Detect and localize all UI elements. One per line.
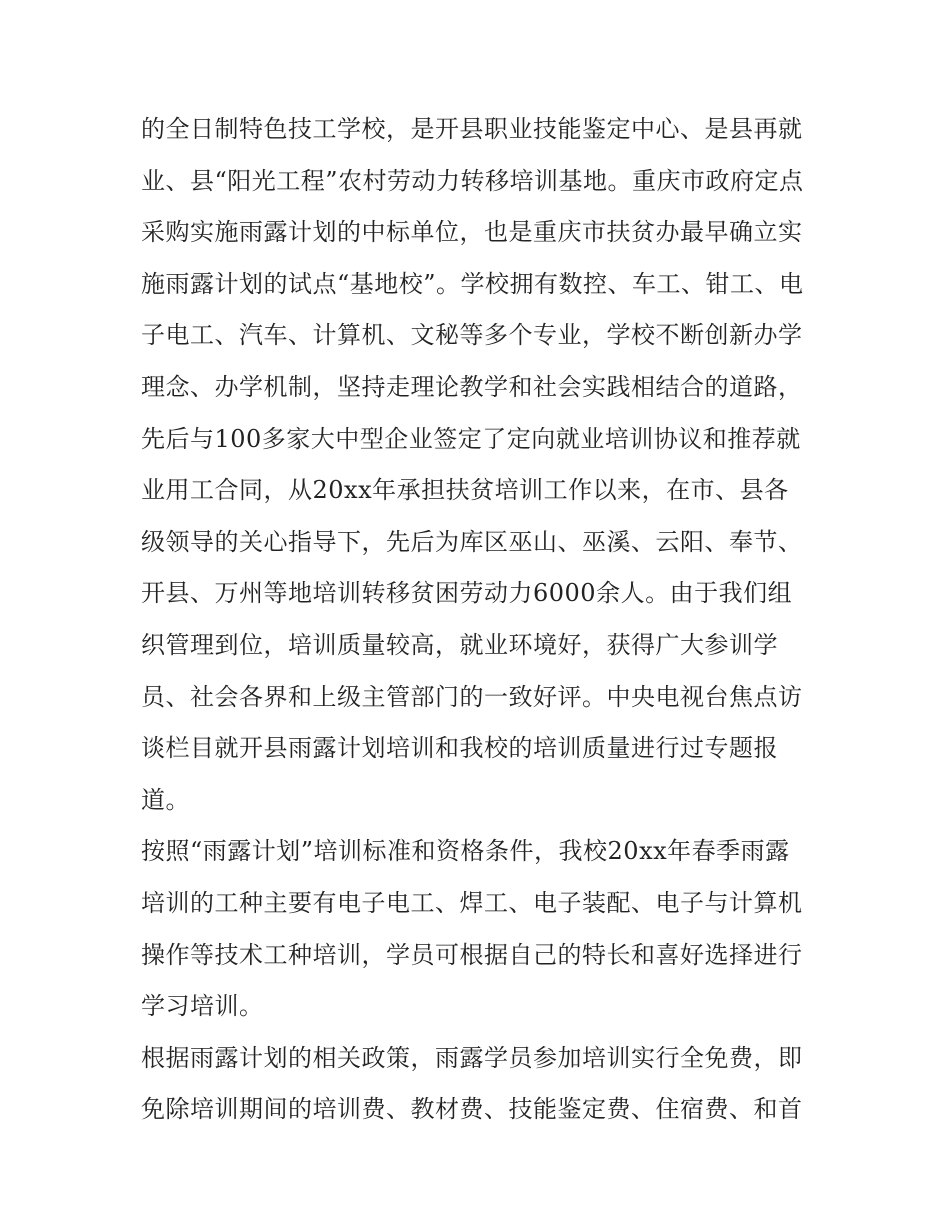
text-line: 道。 [141,785,190,814]
paragraph-free-training-policy [141,1033,821,1136]
text-line: 操作等技术工种培训，学员可根据自己的特长和喜好选择进行 [141,940,803,969]
paragraph-school-intro [141,104,821,826]
text-line: 理念、办学机制，坚持走理论教学和社会实践相结合的道路， [141,372,803,401]
text-line: 谈栏目就开县雨露计划培训和我校的培训质量进行过专题报 [141,734,778,763]
text-line: 子电工、汽车、计算机、文秘等多个专业，学校不断创新办学 [141,321,803,350]
text-line: 业、县“阳光工程”农村劳动力转移培训基地。重庆市政府定点 [141,166,804,195]
document-body [141,104,821,1136]
text-line: 织管理到位，培训质量较高，就业环境好，获得广大参训学 [141,630,778,659]
text-line: 开县、万州等地培训转移贫困劳动力6000余人。由于我们组 [141,579,793,608]
text-line: 的全日制特色技工学校，是开县职业技能鉴定中心、是县再就 [141,115,803,143]
text-line: 学习培训。 [141,992,264,1021]
text-line: 采购实施雨露计划的中标单位，也是重庆市扶贫办最早确立实 [141,218,803,247]
text-line: 免除培训期间的培训费、教材费、技能鉴定费、住宿费、和首 [141,1095,803,1124]
text-line: 业用工合同，从20xx年承担扶贫培训工作以来，在市、县各 [141,476,789,505]
text-line: 员、社会各界和上级主管部门的一致好评。中央电视台焦点访 [141,682,803,711]
text-line: 先后与100多家大中型企业签定了定向就业培训协议和推荐就 [141,424,801,453]
text-line: 按照“雨露计划”培训标准和资格条件，我校20xx年春季雨露 [141,837,790,866]
paragraph-training-types [141,826,821,1032]
text-line: 培训的工种主要有电子电工、焊工、电子装配、电子与计算机 [141,888,803,917]
text-line: 级领导的关心指导下，先后为库区巫山、巫溪、云阳、奉节、 [141,527,803,556]
text-line: 根据雨露计划的相关政策，雨露学员参加培训实行全免费，即 [141,1043,803,1072]
text-line: 施雨露计划的试点“基地校”。学校拥有数控、车工、钳工、电 [141,269,804,298]
